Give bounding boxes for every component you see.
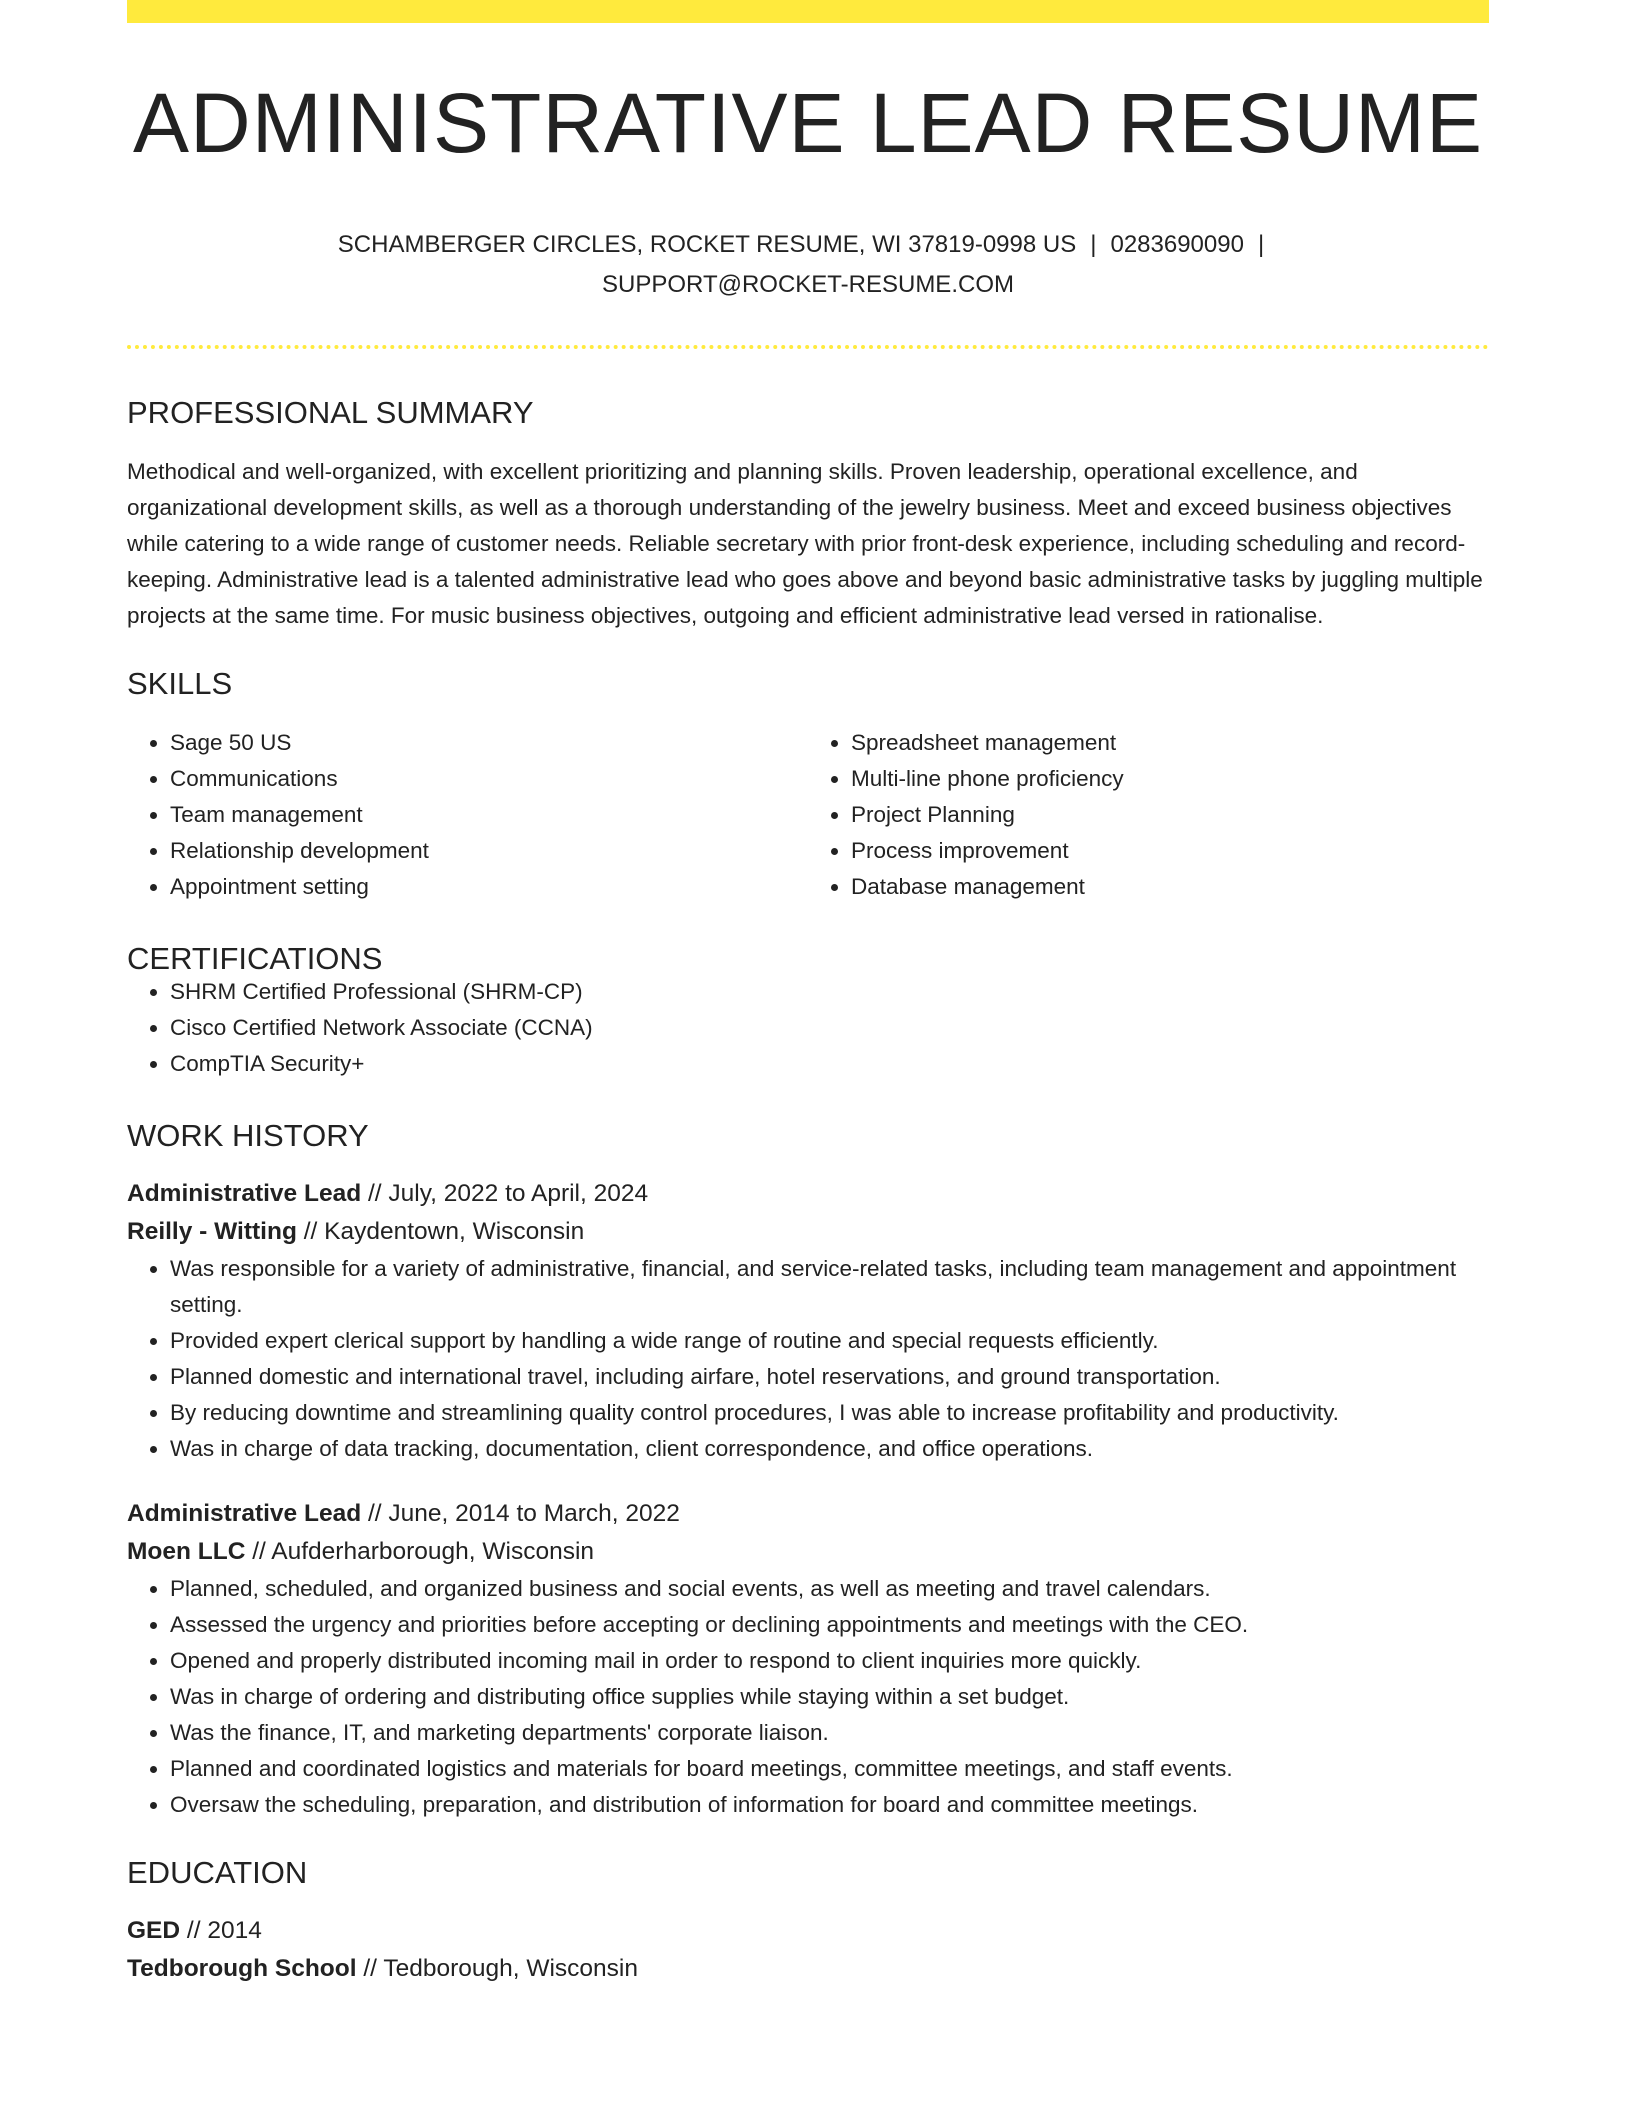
contact-email: SUPPORT@ROCKET-RESUME.COM xyxy=(602,271,1014,298)
job-location: // Kaydentown, Wisconsin xyxy=(296,1218,585,1245)
job-bullet: • Oversaw the scheduling, preparation, and distribution of information for board and committee meetings. xyxy=(170,1787,1489,1823)
job-bullet: • Assessed the urgency and priorities before accepting or declining appointments and meetings with the CEO. xyxy=(170,1607,1489,1643)
contact-address: SCHAMBERGER CIRCLES, ROCKET RESUME, WI 37819-0998 US xyxy=(337,231,1077,258)
skill-item: • Sage 50 US xyxy=(170,725,808,761)
job-title: Administrative Lead xyxy=(127,1180,362,1207)
certifications-heading: CERTIFICATIONS xyxy=(127,941,383,976)
certification-item: • CompTIA Security+ xyxy=(170,1046,1489,1082)
job-company: Reilly - Witting xyxy=(127,1218,297,1245)
header-divider xyxy=(127,345,1489,349)
job-company-line xyxy=(127,1533,1489,1571)
skill-item: • Team management xyxy=(170,797,808,833)
skill-item: • Project Planning xyxy=(851,797,1489,833)
job-entry xyxy=(127,1495,1489,1823)
job-bullet: • Planned, scheduled, and organized business and social events, as well as meeting and travel calendars. xyxy=(170,1571,1489,1607)
contact-phone: 0283690090 xyxy=(1110,231,1244,258)
skill-item: • Spreadsheet management xyxy=(851,725,1489,761)
job-entry xyxy=(127,1175,1489,1467)
skill-item: • Database management xyxy=(851,869,1489,905)
job-dates: // July, 2022 to April, 2024 xyxy=(361,1180,649,1207)
skill-item: • Relationship development xyxy=(170,833,808,869)
job-bullets xyxy=(127,1251,1489,1467)
job-dates: // June, 2014 to March, 2022 xyxy=(361,1500,680,1527)
education-year: // 2014 xyxy=(180,1917,262,1944)
education-degree: GED xyxy=(127,1917,181,1944)
job-bullet: • Planned and coordinated logistics and materials for board meetings, committee meetings, and staff events. xyxy=(170,1751,1489,1787)
skill-item: • Communications xyxy=(170,761,808,797)
contact-separator: | xyxy=(1090,231,1097,258)
certifications-list xyxy=(127,974,1489,1082)
skills-grid xyxy=(127,725,1489,905)
skill-item: • Process improvement xyxy=(851,833,1489,869)
job-title-line xyxy=(127,1175,1489,1213)
contact-info xyxy=(127,225,1489,305)
summary-text: Methodical and well-organized, with excellent prioritizing and planning skills. Proven leadership, operational excellence, and organizational development skills, as well as a thorough understanding of the jewelry business. Meet and exceed business objectives while catering to a wide range of customer needs. Reliable secretary with prior front-desk experience, including scheduling and record-keeping. Administrative lead is a talented administrative lead who goes above and beyond basic administrative tasks by juggling multiple projects at the same time. For music business objectives, outgoing and efficient administrative lead versed in rationalise. xyxy=(127,459,1483,628)
certification-item: • SHRM Certified Professional (SHRM-CP) xyxy=(170,974,1489,1010)
job-company-line xyxy=(127,1213,1489,1251)
education-heading: EDUCATION xyxy=(127,1855,308,1890)
skill-item: • Multi-line phone proficiency xyxy=(851,761,1489,797)
job-bullets xyxy=(127,1571,1489,1823)
education-school-line xyxy=(127,1950,1489,1988)
education-degree-line xyxy=(127,1912,1489,1950)
summary-heading: PROFESSIONAL SUMMARY xyxy=(127,395,534,430)
job-title: Administrative Lead xyxy=(127,1500,362,1527)
skill-item: • Appointment setting xyxy=(170,869,808,905)
job-company: Moen LLC xyxy=(127,1538,246,1565)
job-bullet: • By reducing downtime and streamlining quality control procedures, I was able to increase profitability and productivity. xyxy=(170,1395,1489,1431)
top-accent-bar xyxy=(127,0,1489,23)
job-bullet: • Was in charge of data tracking, documentation, client correspondence, and office operations. xyxy=(170,1431,1489,1467)
education-location: // Tedborough, Wisconsin xyxy=(356,1955,638,1982)
job-bullet: • Opened and properly distributed incoming mail in order to respond to client inquiries more quickly. xyxy=(170,1643,1489,1679)
job-location: // Aufderharborough, Wisconsin xyxy=(245,1538,595,1565)
education-school: Tedborough School xyxy=(127,1955,357,1982)
resume-page xyxy=(127,0,1489,1988)
job-bullet: • Provided expert clerical support by handling a wide range of routine and special requests efficiently. xyxy=(170,1323,1489,1359)
skills-heading: SKILLS xyxy=(127,666,233,701)
certification-item: • Cisco Certified Network Associate (CCNA) xyxy=(170,1010,1489,1046)
job-bullet: • Was responsible for a variety of administrative, financial, and service-related tasks, including team management and appointment setting. xyxy=(170,1251,1489,1323)
job-bullet: • Planned domestic and international travel, including airfare, hotel reservations, and ground transportation. xyxy=(170,1359,1489,1395)
job-bullet: • Was in charge of ordering and distributing office supplies while staying within a set budget. xyxy=(170,1679,1489,1715)
skills-list-left xyxy=(127,725,808,905)
job-bullet: • Was the finance, IT, and marketing departments' corporate liaison. xyxy=(170,1715,1489,1751)
contact-separator: | xyxy=(1257,231,1265,258)
work-history-heading: WORK HISTORY xyxy=(127,1118,369,1153)
skills-list-right xyxy=(808,725,1489,905)
resume-title: ADMINISTRATIVE LEAD RESUME xyxy=(133,76,1483,170)
job-title-line xyxy=(127,1495,1489,1533)
